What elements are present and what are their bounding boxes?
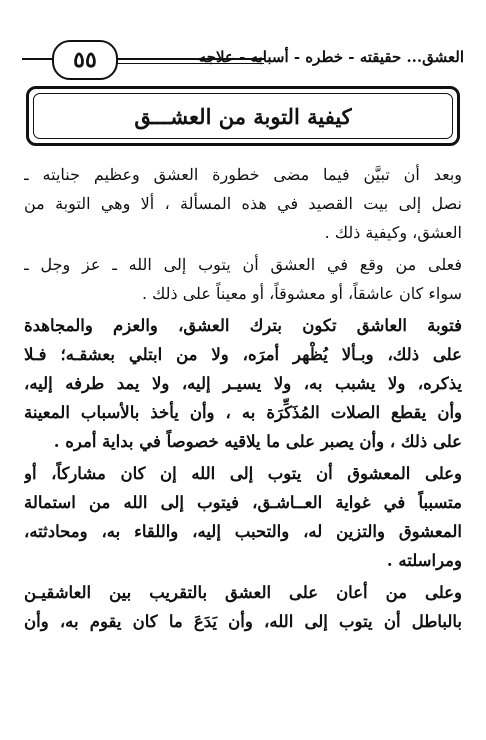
text-line: ومراسلته . — [386, 551, 462, 570]
header-rule — [114, 58, 264, 64]
text-line: يذكره، ولا يشبب به، ولا يسيـر إليه، ولا يمد طرفه إليه، — [24, 374, 462, 393]
text-line: فتوبة العاشق تكون بترك العشق، والعزم والمجاهدة — [24, 316, 462, 335]
paragraph-helper-repentance — [24, 578, 462, 636]
section-title-frame — [26, 86, 460, 146]
text-line: وعلى المعشوق أن يتوب إلى الله إن كان مشاركاً، أو — [24, 464, 462, 483]
text-line: على ذلك، وبـألا يُظْهر أمرَه، ولا من ابتلي بعشقـه؛ فـلا — [24, 345, 462, 364]
text-line: سواء كان عاشقاً، أو معشوقاً، أو معيناً على ذلك . — [141, 284, 462, 303]
text-line: فعلى من وقع في العشق أن يتوب إلى الله ـ عز وجل ـ — [24, 255, 462, 274]
text-line: المعشوق والتزين له، والتحبب إليه، واللقاء به، ومحادثته، — [24, 522, 462, 541]
text-line: العشق، وكيفية ذلك . — [324, 223, 462, 242]
text-line: متسبباً في غواية العــاشـق، فيتوب إلى الله من استمالة — [24, 493, 462, 512]
text-line: على ذلك ، وأن يصبر على ما يلاقيه خصوصاً في بداية أمره . — [53, 432, 462, 451]
text-line: وبعد أن تبيَّن فيما مضى خطورة العشق وعظيم جنايته ـ — [24, 165, 462, 184]
text-line: بالباطل أن يتوب إلى الله، وأن يَدَعَ ما كان يقوم به، وأن — [24, 612, 462, 631]
page-number: ٥٥ — [52, 40, 118, 80]
text-line: وأن يقطع الصلات المُذَكِّرَة به ، وأن يأخذ بالأسباب المعينة — [24, 403, 462, 422]
page-number-rule — [22, 58, 52, 60]
text-line: نصل إلى بيت القصيد في هذه المسألة ، ألا وهي التوبة من — [24, 194, 462, 213]
paragraph-intro — [24, 160, 462, 247]
body-text — [24, 160, 462, 636]
section-title-inner-frame — [33, 93, 453, 139]
paragraph-beloved-repentance — [24, 459, 462, 575]
running-header — [22, 40, 464, 82]
section-title: كيفية التوبة من العشـــق — [134, 103, 352, 129]
paragraph-lover-repentance — [24, 311, 462, 456]
text-line: وعلى من أعان على العشق بالتقريب بين العاشقيـن — [24, 583, 462, 602]
paragraph-who-must-repent — [24, 250, 462, 308]
running-title: العشق... حقيقته - خطره - أسبابه - علاجه — [198, 48, 464, 66]
